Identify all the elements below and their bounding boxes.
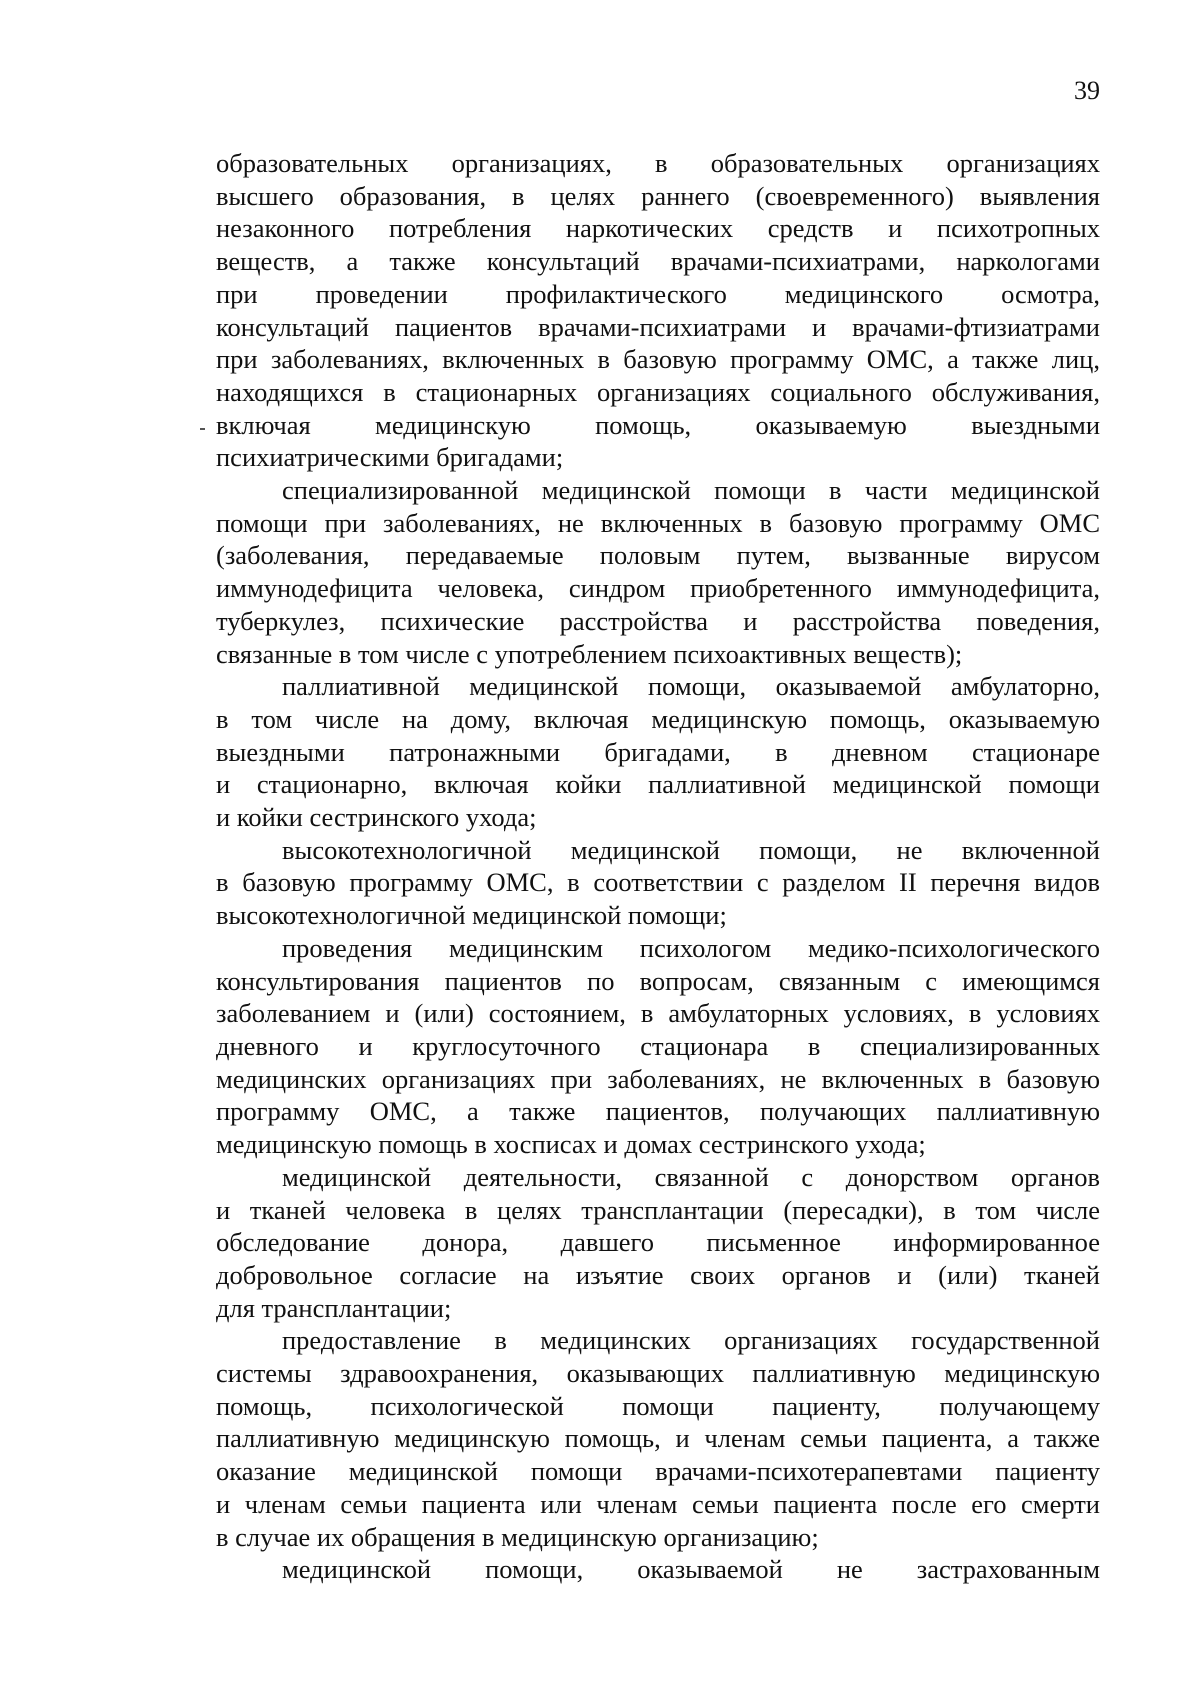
text-line: помощи при заболеваниях, не включенных в базовую программу ОМС — [216, 507, 1100, 538]
text-line: туберкулез, психические расстройства и расстройства поведения, — [216, 605, 1100, 636]
margin-mark — [200, 428, 205, 430]
text-line: иммунодефицита человека, синдром приобретенного иммунодефицита, — [216, 573, 1100, 604]
text-line: высокотехнологичной медицинской помощи; — [216, 900, 727, 931]
text-line: в случае их обращения в медицинскую организацию; — [216, 1521, 819, 1552]
text-line: находящихся в стационарных организациях социального обслуживания, — [216, 376, 1100, 407]
text-line: при заболеваниях, включенных в базовую программу ОМС, а также лиц, — [216, 344, 1100, 375]
text-line: высокотехнологичной медицинской помощи, не включенной — [282, 834, 1100, 865]
text-line: при проведении профилактического медицинского осмотра, — [216, 278, 1100, 309]
text-line: консультаций пациентов врачами-психиатрами и врачами-фтизиатрами — [216, 311, 1100, 342]
text-line: оказание медицинской помощи врачами-психотерапевтами пациенту — [216, 1456, 1100, 1487]
text-line: предоставление в медицинских организациях государственной — [282, 1325, 1100, 1356]
text-line: программу ОМС, а также пациентов, получающих паллиативную — [216, 1096, 1100, 1127]
paragraph — [216, 147, 1100, 474]
paragraph — [216, 1324, 1100, 1553]
text-line: и членам семьи пациента или членам семьи пациента после его смерти — [216, 1488, 1100, 1519]
text-line: консультирования пациентов по вопросам, связанным с имеющимся — [216, 965, 1100, 996]
paragraph — [216, 834, 1100, 932]
text-line: психиатрическими бригадами; — [216, 442, 564, 473]
paragraph — [216, 1553, 1100, 1586]
text-line: системы здравоохранения, оказывающих паллиативную медицинскую — [216, 1358, 1100, 1389]
text-line: для трансплантации; — [216, 1292, 452, 1323]
text-line: паллиативной медицинской помощи, оказываемой амбулаторно, — [282, 671, 1100, 702]
text-line: паллиативную медицинскую помощь, и членам семьи пациента, а также — [216, 1423, 1100, 1454]
text-line: в том числе на дому, включая медицинскую помощь, оказываемую — [216, 703, 1100, 734]
page-number: 39 — [1074, 76, 1100, 105]
text-line: медицинскую помощь в хосписах и домах сестринского ухода; — [216, 1129, 926, 1160]
text-line: помощь, психологической помощи пациенту, получающему — [216, 1390, 1100, 1421]
text-line: включая медицинскую помощь, оказываемую выездными — [216, 409, 1100, 440]
text-line: заболеванием и (или) состоянием, в амбулаторных условиях, в условиях — [216, 998, 1100, 1029]
text-line: и тканей человека в целях трансплантации (пересадки), в том числе — [216, 1194, 1100, 1225]
text-line: дневного и круглосуточного стационара в специализированных — [216, 1030, 1100, 1061]
text-line: медицинской помощи, оказываемой не застрахованным — [282, 1554, 1100, 1585]
text-line: медицинских организациях при заболеваниях, не включенных в базовую — [216, 1063, 1100, 1094]
paragraph — [216, 474, 1100, 670]
paragraph — [216, 670, 1100, 834]
text-line: образовательных организациях, в образовательных организациях — [216, 148, 1100, 178]
text-line: специализированной медицинской помощи в части медицинской — [282, 475, 1100, 506]
document-body — [216, 147, 1100, 1586]
paragraph — [216, 1161, 1100, 1325]
text-line: веществ, а также консультаций врачами-психиатрами, наркологами — [216, 246, 1100, 277]
text-line: связанные в том числе с употреблением психоактивных веществ); — [216, 638, 963, 669]
text-line: (заболевания, передаваемые половым путем, вызванные вирусом — [216, 540, 1100, 571]
text-line: в базовую программу ОМС, в соответствии с разделом II перечня видов — [216, 867, 1100, 898]
text-line: медицинской деятельности, связанной с донорством органов — [282, 1161, 1100, 1192]
text-line: и койки сестринского ухода; — [216, 802, 537, 833]
text-line: высшего образования, в целях раннего (своевременного) выявления — [216, 180, 1100, 211]
text-line: обследование донора, давшего письменное информированное — [216, 1227, 1100, 1258]
text-line: незаконного потребления наркотических средств и психотропных — [216, 213, 1100, 244]
paragraph — [216, 932, 1100, 1161]
text-line: выездными патронажными бригадами, в дневном стационаре — [216, 736, 1100, 767]
text-line: добровольное согласие на изъятие своих органов и (или) тканей — [216, 1259, 1100, 1290]
text-line: проведения медицинским психологом медико-психологического — [282, 932, 1100, 963]
text-line: и стационарно, включая койки паллиативной медицинской помощи — [216, 769, 1100, 800]
